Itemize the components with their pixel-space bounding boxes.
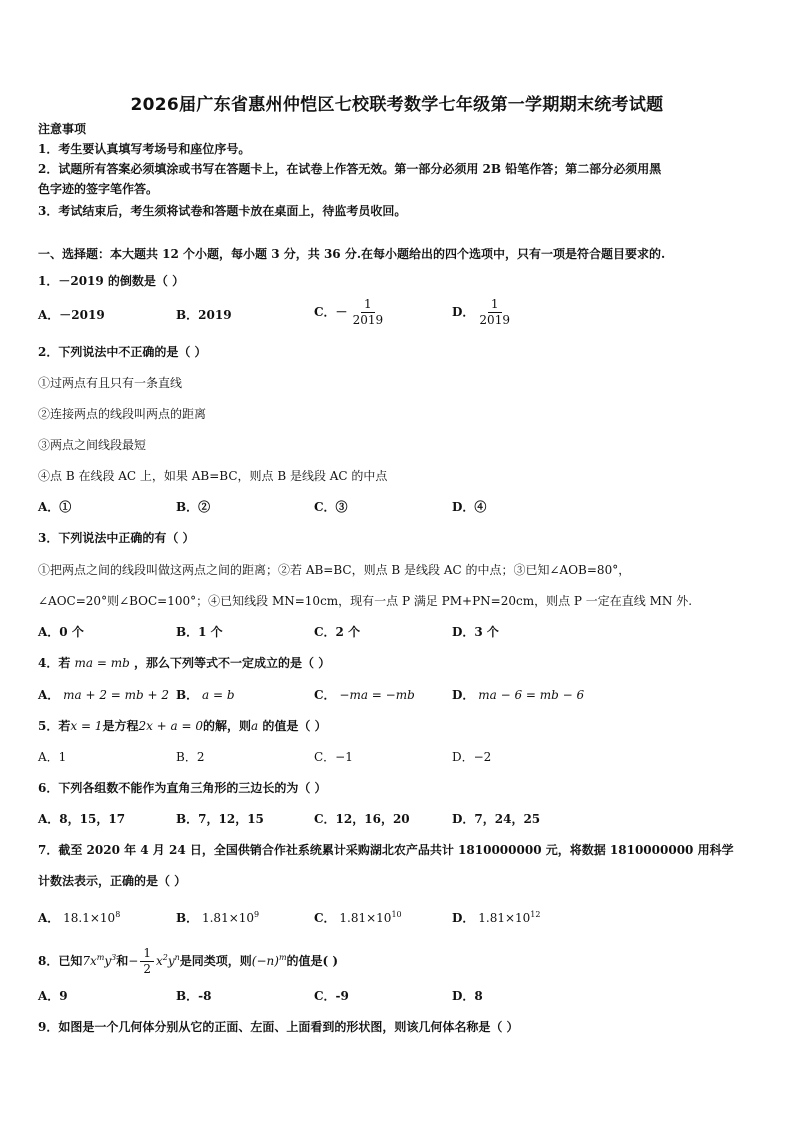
q5-stem-pre: 5．若 xyxy=(38,719,71,733)
q7-option-a xyxy=(38,910,120,926)
notice-item-3: 3．考试结束后，考生须将试卷和答题卡放在桌面上，待监考员收回。 xyxy=(38,204,407,218)
q7-a-exponent: 8 xyxy=(115,910,121,919)
q8-neg-sign: − xyxy=(128,954,139,968)
q7-c-exponent: 10 xyxy=(391,910,402,919)
q8-term-1 xyxy=(82,954,116,968)
q8-term1-y: y xyxy=(104,954,112,968)
q6-option-b: B．7，12，15 xyxy=(176,812,264,826)
q1-option-b: B．2019 xyxy=(176,308,232,322)
q7-c-label: C． xyxy=(314,911,336,925)
q3-option-a: A．0 个 xyxy=(38,625,84,639)
q8-stem xyxy=(38,944,338,978)
notice-item-2-cont: 色字迹的签字笔作答。 xyxy=(38,182,159,196)
q8-stem-mid: 是同类项，则 xyxy=(179,954,252,968)
q5-stem-mid-2: 的解，则 xyxy=(203,719,252,733)
q8-term1-exp-m: m xyxy=(96,953,105,962)
q2-option-b: B．② xyxy=(176,500,211,514)
q8-option-a: A．9 xyxy=(38,989,68,1003)
q7-option-b xyxy=(176,910,259,926)
q8-term2-exp-2: 2 xyxy=(162,953,168,962)
q1-d-denominator: 2019 xyxy=(479,313,510,327)
q4-a-label: A． xyxy=(38,688,60,702)
q9-stem: 9．如图是一个几何体分别从它的正面、左面、上面看到的形状图，则该几何体名称是（ ） xyxy=(38,1020,519,1034)
q6-option-d: D．7，24，25 xyxy=(452,812,541,826)
q8-expr-exp: m xyxy=(278,953,287,962)
q8-stem-pre: 8．已知 xyxy=(38,954,83,968)
q1-c-fraction xyxy=(350,297,387,328)
q1-c-denominator: 2019 xyxy=(352,313,384,327)
q7-option-c xyxy=(314,910,402,926)
q8-expr-base: (−n) xyxy=(251,954,279,968)
q1-stem: 1．－2019 的倒数是（ ） xyxy=(38,274,185,288)
q7-a-label: A． xyxy=(38,911,60,925)
q8-stem-post: 的值是( ) xyxy=(286,954,339,968)
q7-d-exponent: 12 xyxy=(530,910,541,919)
q5-stem xyxy=(38,718,327,734)
exam-title: 2026届广东省惠州仲恺区七校联考数学七年级第一学期期末统考试题 xyxy=(130,95,664,115)
q3-option-c: C．2 个 xyxy=(314,625,361,639)
q7-b-base: 1.81×10 xyxy=(201,911,255,925)
section-heading: 一、选择题：本大题共 12 个小题，每小题 3 分，共 36 分.在每小题给出的四个选项中，只有一项是符合题目要求的. xyxy=(38,247,666,261)
q8-term-2 xyxy=(156,954,180,968)
q4-option-b xyxy=(176,687,235,703)
q8-fraction xyxy=(140,946,154,977)
q2-statement-2: ②连接两点的线段叫两点的距离 xyxy=(38,407,207,421)
q7-line-2: 计数法表示，正确的是（ ） xyxy=(38,874,187,888)
q6-option-a: A．8，15，17 xyxy=(38,812,126,826)
q8-term1-exp-3: 3 xyxy=(111,953,117,962)
q8-term1-coef: 7x xyxy=(82,954,97,968)
q7-a-base: 18.1×10 xyxy=(63,911,116,925)
q3-line-1: ①把两点之间的线段叫做这两点之间的距离；②若 AB=BC，则点 B 是线段 AC 的中点；③已知∠AOB=80°， xyxy=(38,563,631,577)
q8-term2-x: x xyxy=(155,954,163,968)
q5-option-a: A．1 xyxy=(38,750,67,764)
q8-option-b: B．-8 xyxy=(176,989,212,1003)
notice-heading: 注意事项 xyxy=(38,122,87,136)
q7-d-base: 1.81×10 xyxy=(478,911,531,925)
q2-option-d: D．④ xyxy=(452,500,487,514)
q5-stem-math-3: a xyxy=(251,719,259,733)
q8-frac-num: 1 xyxy=(140,946,154,962)
q6-stem: 6．下列各组数不能作为直角三角形的三边长的为（ ） xyxy=(38,781,327,795)
q4-c-label: C． xyxy=(314,688,336,702)
q4-option-c xyxy=(314,687,415,703)
q7-option-d xyxy=(452,910,540,926)
notice-item-2: 2．试题所有答案必须填涂或书写在答题卡上，在试卷上作答无效。第一部分必须用 2B 铅笔作答；第二部分必须用黑 xyxy=(38,162,662,176)
notice-item-1: 1．考生要认真填写考场号和座位序号。 xyxy=(38,142,251,156)
q5-option-c: C．−1 xyxy=(314,750,353,764)
q5-stem-mid: 是方程 xyxy=(102,719,139,733)
q4-option-a xyxy=(38,687,169,703)
q3-stem: 3．下列说法中正确的有（ ） xyxy=(38,531,195,545)
q5-option-b: B．2 xyxy=(176,750,205,764)
q8-term2-y: y xyxy=(167,954,175,968)
q1-c-label: C．－ xyxy=(314,305,348,319)
q3-line-2: ∠AOC=20°则∠BOC=100°；④已知线段 MN=10cm，现有一点 P 满足 PM+PN=20cm，则点 P 一定在直线 MN 外. xyxy=(38,594,693,608)
q2-statement-1: ①过两点有且只有一条直线 xyxy=(38,376,183,390)
q2-statement-3: ③两点之间线段最短 xyxy=(38,438,147,452)
q8-option-c: C．-9 xyxy=(314,989,349,1003)
q4-a-expr: ma + 2 = mb + 2 xyxy=(63,688,170,702)
q2-option-c: C．③ xyxy=(314,500,348,514)
q4-b-expr: a = b xyxy=(201,688,235,702)
q5-option-d: D．−2 xyxy=(452,750,492,764)
q4-option-d xyxy=(452,687,584,703)
q7-c-base: 1.81×10 xyxy=(339,911,392,925)
q1-d-fraction xyxy=(476,297,513,328)
q7-b-exponent: 9 xyxy=(254,910,260,919)
q1-option-d xyxy=(452,297,515,328)
q7-b-label: B． xyxy=(176,911,199,925)
q8-term2-exp-n: n xyxy=(174,953,180,962)
q2-stem: 2．下列说法中不正确的是（ ） xyxy=(38,345,207,359)
q1-option-c xyxy=(314,297,388,328)
q8-option-d: D．8 xyxy=(452,989,483,1003)
q5-stem-math-2: 2x + a = 0 xyxy=(138,719,204,733)
q1-c-numerator: 1 xyxy=(361,297,375,313)
q6-option-c: C．12，16，20 xyxy=(314,812,410,826)
q4-b-label: B． xyxy=(176,688,199,702)
q4-d-label: D． xyxy=(452,688,475,702)
q8-frac-den: 2 xyxy=(143,962,151,976)
q4-stem-math: ma = mb xyxy=(74,656,130,670)
q5-stem-post: 的值是（ ） xyxy=(262,719,327,733)
q4-stem xyxy=(38,655,330,671)
q3-option-d: D．3 个 xyxy=(452,625,499,639)
q8-expr xyxy=(252,954,287,968)
q7-d-label: D． xyxy=(452,911,475,925)
q2-option-a: A．① xyxy=(38,500,72,514)
q3-option-b: B．1 个 xyxy=(176,625,223,639)
q1-d-numerator: 1 xyxy=(488,297,502,313)
q4-stem-pre: 4．若 xyxy=(38,656,71,670)
q4-stem-post: ，那么下列等式不一定成立的是（ ） xyxy=(134,656,331,670)
q8-and: 和 xyxy=(116,954,129,968)
q4-d-expr: ma − 6 = mb − 6 xyxy=(478,688,585,702)
q4-c-expr: −ma = −mb xyxy=(339,688,415,702)
q5-stem-math-1: x = 1 xyxy=(70,719,103,733)
q1-option-a: A．－2019 xyxy=(38,308,105,322)
q7-line-1: 7．截至 2020 年 4 月 24 日，全国供销合作社系统累计采购湖北农产品共计 1810000000 元，将数据 1810000000 用科学 xyxy=(38,843,734,857)
q2-statement-4: ④点 B 在线段 AC 上，如果 AB=BC，则点 B 是线段 AC 的中点 xyxy=(38,469,388,483)
q1-d-label: D． xyxy=(452,305,475,319)
